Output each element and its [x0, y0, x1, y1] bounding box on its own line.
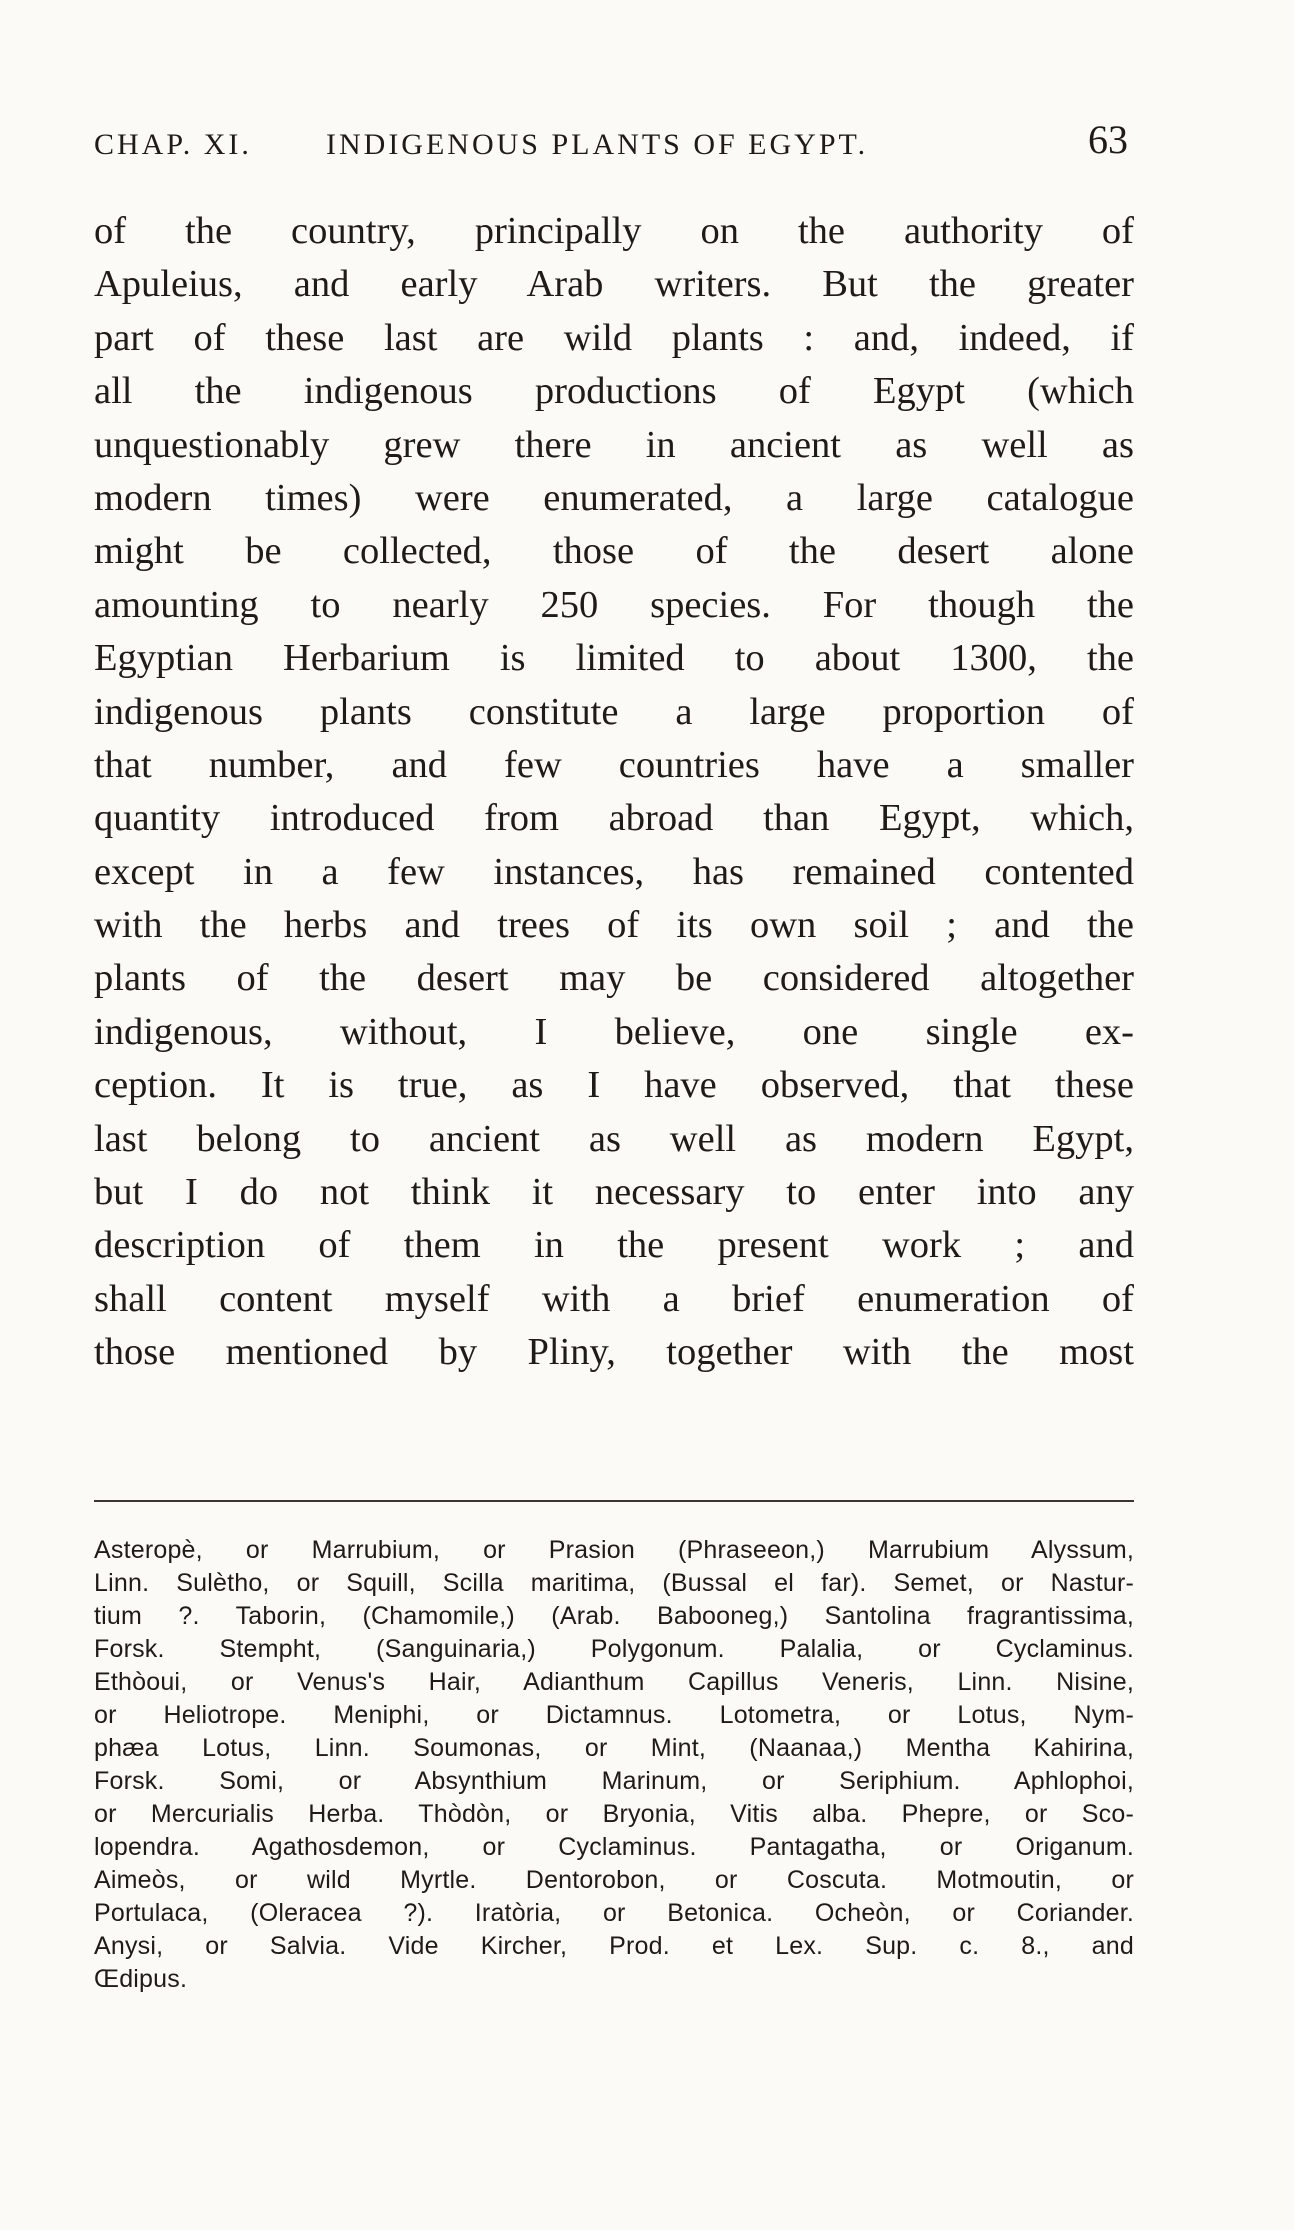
footnote-divider: [94, 1500, 1134, 1502]
text-line: all the indigenous productions of Egypt (which: [94, 370, 1134, 413]
footnote-line: Forsk. Somi, or Absynthium Marinum, or Seriphium. Aphlophoi,: [94, 1767, 1134, 1795]
footnote-line: tium ?. Taborin, (Chamomile,) (Arab. Babooneg,) Santolina fragrantissima,: [94, 1602, 1134, 1630]
footnote-line: or Heliotrope. Meniphi, or Dictamnus. Lotometra, or Lotus, Nym-: [94, 1701, 1134, 1729]
text-line: plants of the desert may be considered altogether: [94, 957, 1134, 1000]
running-head: [94, 117, 1134, 176]
text-line: Egyptian Herbarium is limited to about 1300, the: [94, 637, 1134, 680]
text-line: indigenous, without, I believe, one single ex-: [94, 1010, 1134, 1053]
footnote-line: Forsk. Stempht, (Sanguinaria,) Polygonum. Palalia, or Cyclaminus.: [94, 1635, 1134, 1663]
footnote-line: Anysi, or Salvia. Vide Kircher, Prod. et Lex. Sup. c. 8., and: [94, 1932, 1134, 1960]
text-line: unquestionably grew there in ancient as well as: [94, 423, 1134, 466]
text-line: modern times) were enumerated, a large catalogue: [94, 476, 1134, 519]
main-text: [94, 205, 1134, 1380]
chapter-label: CHAP. XI.: [94, 128, 252, 161]
footnote-line: Portulaca, (Oleracea ?). Iratòria, or Betonica. Ocheòn, or Coriander.: [94, 1899, 1134, 1927]
text-line: that number, and few countries have a smaller: [94, 743, 1134, 786]
text-line: last belong to ancient as well as modern Egypt,: [94, 1117, 1134, 1160]
text-line: description of them in the present work ; and: [94, 1224, 1134, 1267]
footnote-line: Asteropè, or Marrubium, or Prasion (Phraseeon,) Marrubium Alyssum,: [94, 1536, 1134, 1564]
text-line: Apuleius, and early Arab writers. But the greater: [94, 263, 1134, 306]
text-line: but I do not think it necessary to enter into any: [94, 1171, 1134, 1214]
footnote-line: lopendra. Agathosdemon, or Cyclaminus. Pantagatha, or Origanum.: [94, 1833, 1134, 1861]
footnote-line: Aimeòs, or wild Myrtle. Dentorobon, or Coscuta. Motmoutin, or: [94, 1866, 1134, 1894]
text-line: except in a few instances, has remained contented: [94, 850, 1134, 893]
text-line: amounting to nearly 250 species. For though the: [94, 583, 1134, 626]
text-line: quantity introduced from abroad than Egypt, which,: [94, 797, 1134, 840]
text-line: of the country, principally on the authority of: [94, 210, 1134, 252]
text-line: shall content myself with a brief enumeration of: [94, 1277, 1134, 1320]
page-number: 63: [1088, 117, 1128, 162]
footnote: [94, 1534, 1134, 1996]
text-line: ception. It is true, as I have observed, that these: [94, 1064, 1134, 1107]
footnote-line: Ethòoui, or Venus's Hair, Adianthum Capillus Veneris, Linn. Nisine,: [94, 1668, 1134, 1696]
footnote-line: phæa Lotus, Linn. Soumonas, or Mint, (Naanaa,) Mentha Kahirina,: [94, 1734, 1134, 1762]
footnote-line: Œdipus.: [94, 1965, 188, 1993]
footnote-line: or Mercurialis Herba. Thòdòn, or Bryonia, Vitis alba. Phepre, or Sco-: [94, 1800, 1134, 1828]
footnote-line: Linn. Sulètho, or Squill, Scilla maritima, (Bussal el far). Semet, or Nastur-: [94, 1569, 1134, 1597]
text-line: indigenous plants constitute a large proportion of: [94, 690, 1134, 733]
text-line: those mentioned by Pliny, together with the most: [94, 1331, 1134, 1374]
text-line: with the herbs and trees of its own soil ; and the: [94, 904, 1134, 947]
text-line: part of these last are wild plants : and, indeed, if: [94, 316, 1134, 359]
text-line: might be collected, those of the desert alone: [94, 530, 1134, 573]
page-title: INDIGENOUS PLANTS OF EGYPT.: [326, 128, 869, 161]
